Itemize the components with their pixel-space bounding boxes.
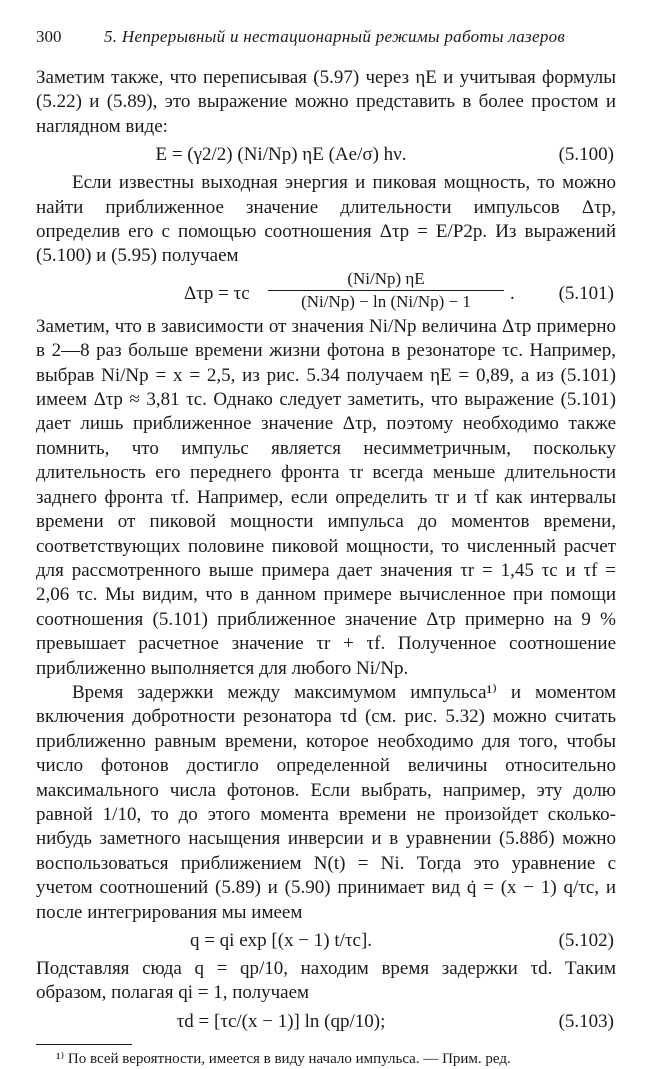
paragraph-2: Если известны выходная энергия и пиковая мощность, то можно найти приближенное значение длительности импульсов Δτp, определив его с помощью соотношения Δτp = E/P2p. Из выражений (5.100) и (5.95) получаем (36, 172, 616, 267)
equation-end: . (510, 282, 515, 304)
page-number: 300 (36, 27, 62, 46)
footnote: ¹⁾ По всей вероятности, имеется в виду начало импульса. — Прим. ред. (56, 1050, 511, 1067)
equation-formula: E = (γ2/2) (Ni/Np) ηE (Ae/σ) hν. (155, 144, 407, 166)
equation-5-102 (36, 925, 616, 957)
fraction-bar (268, 290, 504, 291)
footnote-rule (36, 1044, 132, 1045)
equation-number: (5.102) (558, 930, 614, 951)
equation-formula: q = qi exp [(x − 1) t/τc]. (189, 930, 373, 951)
fraction-denominator: (Ni/Np) − ln (Ni/Np) − 1 (301, 291, 471, 311)
equation-formula: τd = [τc/(x − 1)] ln (qp/10); (176, 1010, 386, 1032)
equation-5-101 (36, 269, 616, 315)
equation-5-100 (36, 139, 616, 171)
equation-number: (5.100) (558, 144, 614, 166)
paragraph-1: Заметим также, что переписывая (5.97) через ηE и учитывая формулы (5.22) и (5.89), это выражение можно представить в более простом и наглядном виде: (36, 67, 616, 137)
equation-5-103 (36, 1006, 616, 1038)
page-body (36, 66, 616, 1069)
fraction (268, 269, 504, 312)
paragraph-5: Подставляя сюда q = qp/10, находим время задержки τd. Таким образом, полагая qi = 1, получаем (36, 958, 616, 1004)
equation-number: (5.103) (558, 1010, 614, 1032)
equation-lhs: Δτp = τc (184, 282, 250, 304)
equation-number: (5.101) (558, 282, 614, 304)
page-header (36, 27, 616, 49)
paragraph-3: Заметим, что в зависимости от значения Ni/Np величина Δτp примерно в 2—8 раз больше времени жизни фотона в резонаторе τc. Например, выбрав Ni/Np = x = 2,5, из рис. 5.34 получаем ηE = 0,89, а из (5.101) имеем Δτp ≈ 3,81 τc. Однако следует заметить, что выражение (5.101) дает лишь приближенное значение Δτp, поэтому необходимо также помнить, что импульс является несимметричным, поскольку длительность его переднего фронта τr всегда меньше длительности заднего фронта τf. Например, если определить τr и τf как интервалы времени от пиковой мощности импульса до моментов времени, соответствующих половине пиковой мощности, то численный расчет для рассмотренного выше примера дает значения τr = 1,45 τc и τf = 2,06 τc. Мы видим, что в данном примере вычисленное при помощи соотношения (5.101) приближенное значение Δτp примерно на 9 % превышает расчетное значение τr + τf. Полученное соотношение приближенно выполняется для любого Ni/Np. (36, 315, 616, 679)
paragraph-4: Время задержки между максимумом импульса¹⁾ и моментом включения добротности резонатора τd (см. рис. 5.32) можно считать приближенно равным времени, которое необходимо для того, чтобы число фотонов достигло определенной величины относительно максимального числа фотонов. Если выбрать, например, эту долю равной 1/10, то до этого момента времени не произойдет сколько-нибудь заметного насыщения инверсии и в уравнении (5.88б) можно воспользоваться приближением N(t) = Ni. Тогда это уравнение с учетом соотношений (5.89) и (5.90) принимает вид q̇ = (x − 1) q/τc, и после интегрирования мы имеем (36, 681, 616, 923)
running-title: 5. Непрерывный и нестационарный режимы работы лазеров (104, 27, 566, 46)
fraction-numerator: (Ni/Np) ηE (347, 268, 425, 288)
